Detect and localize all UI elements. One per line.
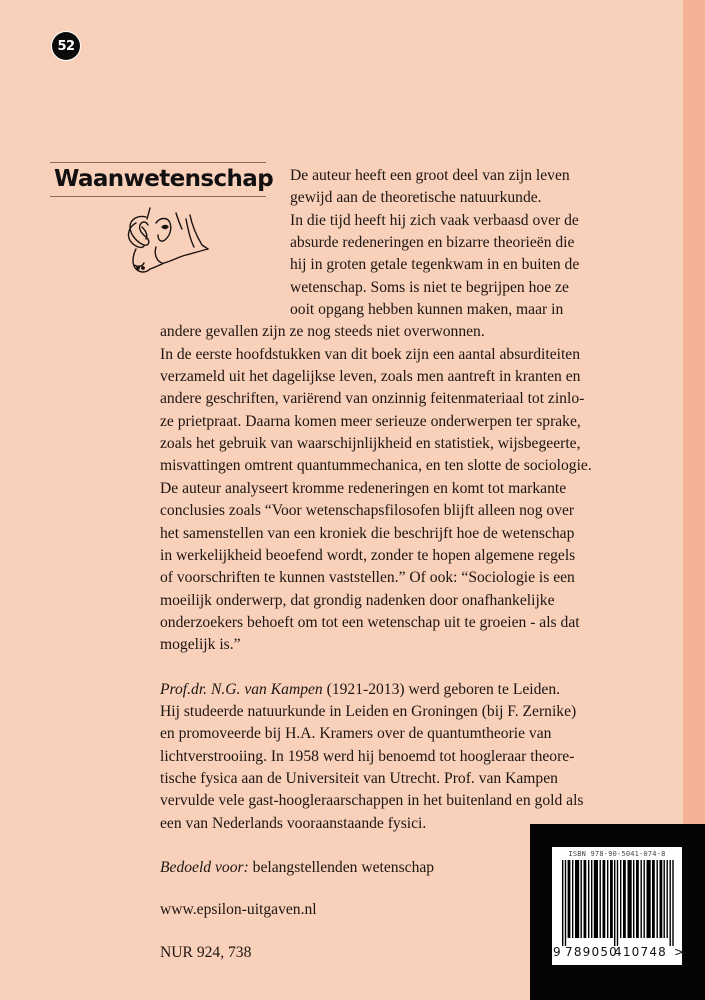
bio-line: lichtverstrooiing. In 1958 werd hij benoemd tot hoogleraar theore- — [160, 747, 575, 765]
barcode-bars-icon — [562, 860, 674, 946]
blurb-line: hij in groten getale tegenkwam in en buiten de — [290, 256, 580, 274]
ean-first-digit: 9 — [553, 945, 561, 959]
author-name: Prof.dr. N.G. van Kampen — [160, 680, 323, 698]
isbn-barcode — [552, 847, 685, 965]
blurb-line: gewijd aan de theoretische natuurkunde. — [290, 189, 542, 207]
blurb-line: onderzoekers behoeft om tot een wetenschap uit te groeien - als dat — [160, 613, 580, 631]
bio-line — [160, 679, 680, 701]
bio-line: tische fysica aan de Universiteit van Utrecht. Prof. van Kampen — [160, 769, 558, 787]
ean-right-group: 410748 — [614, 945, 668, 959]
bio-first-line: (1921-2013) werd geboren te Leiden. — [322, 680, 561, 698]
blurb-line: ooit opgang hebben kunnen maken, maar in — [290, 301, 564, 319]
spacer — [160, 657, 680, 679]
bio-line: Hij studeerde natuurkunde in Leiden en Groningen (bij F. Zernike) — [160, 702, 577, 720]
blurb-line: moeilijk onderwerp, dat grondig nadenken door onafhankelijke — [160, 591, 555, 609]
blurb-line: andere geschriften, variërend van onzinnig feitenmateriaal tot zinlo- — [160, 390, 585, 408]
blurb-line: In die tijd heeft hij zich vaak verbaasd over de — [290, 211, 579, 229]
blurb-line: ze prietpraat. Daarna komen meer serieuze onderwerpen ter sprake, — [160, 412, 581, 430]
blurb-line: of voorschriften te kunnen vaststellen.” Of ook: “Sociologie is een — [160, 569, 575, 587]
publisher-website-link[interactable]: www.epsilon-uitgaven.nl — [160, 901, 317, 919]
page-number: 52 — [57, 38, 75, 54]
blurb-line: wetenschap. Soms is niet te begrijpen hoe ze — [290, 278, 569, 296]
ean-left-group: 789050 — [565, 945, 619, 959]
blurb-line: mogelijk is.” — [160, 636, 241, 654]
blurb — [160, 165, 680, 657]
audience-label: Bedoeld voor: — [160, 858, 249, 876]
author-bio — [160, 679, 680, 835]
isbn-text: ISBN 978-90-5041-074-8 — [568, 850, 666, 858]
series-title: Waanwetenschap — [54, 166, 274, 192]
blurb-line: De auteur analyseert kromme redeneringen en komt tot markante — [160, 479, 567, 497]
bio-line: vervulde vele gast-hoogleraarschappen in het buitenland en gold als — [160, 792, 584, 810]
quiet-zone-arrow-icon: > — [674, 945, 685, 959]
bio-line: een van Nederlands vooraanstaande fysici. — [160, 814, 427, 832]
blurb-line: De auteur heeft een groot deel van zijn leven — [290, 167, 570, 184]
page-number-badge — [52, 32, 80, 60]
blurb-line: verzameld uit het dagelijkse leven, zoals men aantreft in kranten en — [160, 368, 581, 386]
blurb-line: andere gevallen zijn ze nog steeds niet overwonnen. — [160, 323, 485, 341]
blurb-line: absurde redeneringen en bizarre theorieën die — [290, 234, 575, 252]
blurb-line: misvattingen omtrent quantummechanica, en ten slotte de sociologie. — [160, 457, 592, 475]
ean-digits — [552, 945, 685, 961]
blurb-line: zoals het gebruik van waarschijnlijkheid en statistiek, wijsbegeerte, — [160, 435, 581, 453]
blurb-line: het samenstellen van een kroniek die beschrijft hoe de wetenschap — [160, 524, 575, 542]
nur-code: NUR 924, 738 — [160, 943, 252, 961]
blurb-line: in werkelijkheid beoefend wordt, zonder te hopen algemene regels — [160, 546, 576, 564]
bio-line: en promoveerde bij H.A. Kramers over de quantumtheorie van — [160, 725, 552, 743]
audience-value: belangstellenden wetenschap — [248, 858, 435, 876]
blurb-line: In de eerste hoofdstukken van dit boek zijn een aantal absurditeiten — [160, 345, 581, 363]
blurb-line: conclusies zoals “Voor wetenschapsfilosofen blijft alleen nog over — [160, 502, 575, 520]
